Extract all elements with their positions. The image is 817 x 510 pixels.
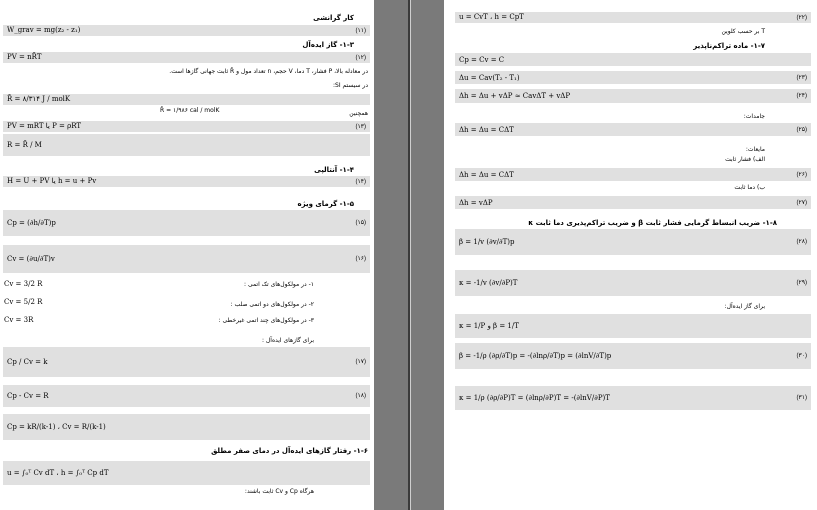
equation-formula: Δh = vΔP (459, 198, 493, 207)
equation-formula: Cp = kR/(k-1) ، Cv = R/(k-1) (7, 423, 106, 431)
gas-constant-cal: R̄ = ۱/۹۸۶ cal / molK (160, 107, 220, 114)
equation-number: (۲۳) (796, 74, 807, 81)
equation-row-13 (3, 121, 370, 132)
equation-number: (۲۴) (796, 93, 807, 99)
heading-absolute-zero: ۱-۶- رفتار گازهای ایده‌آل در دمای صفر مطلق (211, 447, 368, 455)
equation-row-c (455, 53, 811, 66)
equation-row-28 (455, 229, 811, 255)
list-text-2: ۲- در مولکول‌های دو اتمی صلب : (230, 301, 314, 308)
heading-incompressible: ۱-۷- ماده تراکم‌ناپذیر (693, 42, 765, 50)
list-formula-3: Cv = 3R (4, 316, 34, 324)
equation-number: (۲۸) (796, 239, 807, 245)
equation-formula: Δu = Cav(T₂ - T₁) (459, 73, 520, 82)
ideal-gas-text: برای گاز ایده‌آل: (724, 303, 765, 310)
equation-number: (۱۵) (355, 220, 366, 226)
si-text: در سیستم SI: (333, 82, 368, 89)
equation-row-18 (3, 385, 370, 407)
equation-formula: κ = 1/ρ (∂ρ/∂P)T = (∂lnρ/∂P)T = -(∂lnV/∂P)T (459, 394, 610, 402)
equation-formula: Δh = Δu + vΔP ≈ CavΔT + vΔP (459, 92, 571, 100)
equation-number: (۱۳) (355, 124, 366, 130)
equation-row-15 (3, 210, 370, 236)
equation-row-29 (455, 270, 811, 296)
equation-row-11 (3, 25, 370, 36)
gutter-edge (410, 0, 411, 510)
equation-formula: Cp = Cv = C (459, 55, 505, 64)
equation-formula: u = ∫₀ᵀ Cv dT ، h = ∫₀ᵀ Cp dT (7, 469, 109, 477)
equation-number: (۳۱) (796, 395, 807, 401)
equation-row-27 (455, 196, 811, 209)
equation-formula: R̄ = ۸/۳۱۴ J / molK (7, 95, 71, 103)
equation-number: (۲۲) (796, 15, 807, 21)
left-page (0, 0, 374, 510)
equation-formula: β = -1/ρ (∂ρ/∂T)p = -(∂lnρ/∂T)p = (∂lnV/∂T)p (459, 352, 612, 360)
right-page (444, 0, 817, 510)
equation-number: (۲۹) (796, 280, 807, 286)
equation-row-13b (3, 134, 370, 156)
page-gutter (374, 0, 444, 510)
equation-formula: β = 1/v (∂v/∂T)p (459, 238, 515, 246)
ideal-gases-text: برای گازهای ایده‌آل : (261, 337, 314, 344)
equation-row-14 (3, 176, 370, 187)
equation-formula: κ = -1/v (∂v/∂P)T (459, 279, 518, 287)
ideal-gas-text: در معادله بالا، P فشار، T دما، V حجم، n تعداد مول و R̄ ثابت جهانی گازها است. (169, 68, 368, 75)
kelvin-text: T بر حسب کلوین (721, 28, 765, 35)
equation-row-26 (455, 168, 811, 181)
heading-enthalpy: ۱-۴- آنتالپی (314, 166, 354, 174)
equation-formula: Cv = (∂u/∂T)v (7, 255, 55, 263)
equation-row-16 (3, 245, 370, 273)
solids-text: جامدات: (743, 113, 765, 120)
equation-row-12 (3, 52, 370, 63)
list-formula-2: Cv = 5/2 R (4, 298, 43, 306)
equation-number: (۱۶) (355, 256, 366, 262)
heading-ideal-gas: ۱-۳- گاز ایده‌آل (302, 41, 354, 49)
gas-constant-row (3, 94, 370, 105)
equation-row-29b (455, 314, 811, 338)
equation-row-30 (455, 343, 811, 369)
equation-formula: PV = mRT یا P = ρRT (7, 122, 82, 130)
equation-formula: W_grav = mg(z₂ - z₁) (7, 26, 81, 34)
equation-formula: PV = nR̄T (7, 53, 42, 61)
equation-row-23 (455, 71, 811, 84)
equation-formula: Cp = (∂h/∂T)p (7, 219, 56, 227)
equation-number: (۲۶) (796, 171, 807, 178)
equation-row-17 (3, 347, 370, 377)
equation-formula: R = R̄ / M (7, 141, 42, 149)
equation-formula: Cp / Cv = k (7, 358, 48, 366)
heading-gravitational-work: کار گرانشی (313, 14, 354, 22)
equation-row-25 (455, 123, 811, 136)
equation-number: (۱۷) (355, 359, 366, 365)
equation-formula: κ = 1/P و β = 1/T (459, 322, 519, 330)
constant-temperature-text: ب) دما ثابت (734, 184, 765, 191)
equation-number: (۲۷) (796, 199, 807, 206)
list-text-1: ۱- در مولکول‌های تک اتمی : (244, 281, 314, 288)
equation-formula: Cp - Cv = R (7, 392, 49, 400)
constant-heat-text: هرگاه Cp و Cv ثابت باشند: (244, 488, 314, 495)
list-text-3: ۳- در مولکول‌های چند اتمی غیرخطی : (218, 317, 314, 324)
equation-formula: u = CvT ، h = CpT (459, 13, 524, 21)
constant-pressure-text: الف) فشار ثابت (725, 156, 765, 163)
equation-formula: Δh = Δu = CΔT (459, 125, 514, 134)
liquids-text: مایعات: (745, 146, 765, 153)
equation-formula: Δh = Δu = CΔT (459, 170, 514, 179)
equation-row-18b (3, 414, 370, 440)
equation-number: (۳۰) (796, 353, 807, 359)
equation-row-31 (455, 386, 811, 410)
equation-number: (۱۴) (355, 179, 366, 185)
list-formula-1: Cv = 3/2 R (4, 280, 43, 288)
heading-specific-heat: ۱-۵- گرمای ویژه (297, 200, 354, 208)
equation-formula: H = U + PV یا h = u + Pv (7, 177, 97, 185)
equation-number: (۲۵) (796, 126, 807, 133)
equation-row-22 (455, 12, 811, 23)
equation-row-24 (455, 89, 811, 103)
heading-coefficients: ۱-۸- ضریب انبساط گرمایی فشار ثابت β و ضریب تراکم‌پذیری دما ثابت κ (528, 219, 777, 227)
equation-number: (۱۸) (355, 393, 366, 399)
equation-number: (۱۲) (355, 55, 366, 61)
equation-number: (۱۱) (355, 28, 366, 34)
also-text: همچنین (349, 110, 368, 117)
equation-row-19 (3, 461, 370, 485)
